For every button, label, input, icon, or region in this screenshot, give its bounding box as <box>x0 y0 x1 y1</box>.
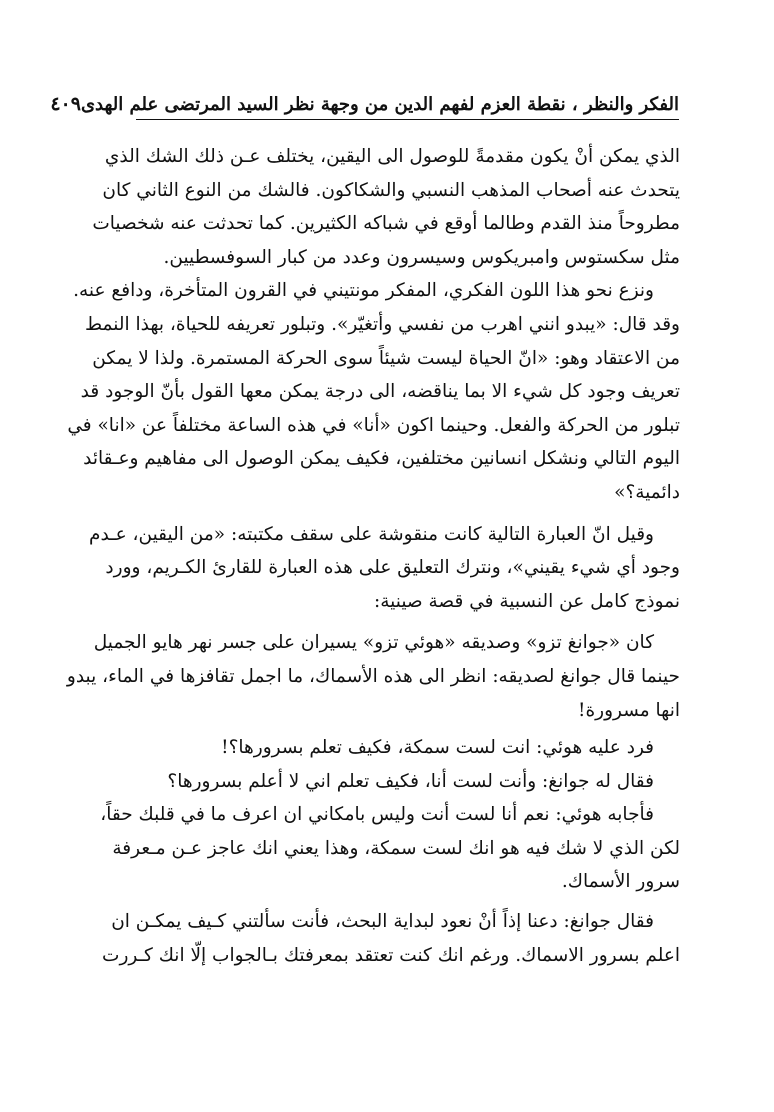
text-line: مطروحاً منذ القدم وطالما أوقع في شباكه الكثيرين. كما تحدثت عنه شخصيات <box>92 213 680 235</box>
text-line: فرد عليه هوئي: انت لست سمكة، فكيف تعلم بسرورها؟! <box>221 737 654 759</box>
text-line: فأجابه هوئي: نعم أنا لست أنت وليس بامكاني ان اعرف ما في قلبك حقاً، <box>100 804 654 826</box>
running-header-title: الفكر والنظر ، نقطة العزم لفهم الدين من وجهة نظر السيد المرتضى علم الهدى <box>80 94 679 115</box>
text-line: ونزع نحو هذا اللون الفكري، المفكر مونتيني في القرون المتأخرة، ودافع عنه. <box>73 280 654 302</box>
text-line: انها مسرورة! <box>578 699 680 721</box>
running-header <box>50 84 679 120</box>
text-line: فقال له جوانغ: وأنت لست أنا، فكيف تعلم اني لا أعلم بسرورها؟ <box>167 770 654 792</box>
page-number: ٤٠٩ <box>50 93 81 115</box>
text-line: الذي يمكن أنْ يكون مقدمةً للوصول الى اليقين، يختلف عـن ذلك الشك الذي <box>104 146 680 167</box>
text-line: وقيل انّ العبارة التالية كانت منقوشة على سقف مكتبته: «من اليقين، عـدم <box>89 523 654 545</box>
text-line: مثل سكستوس وامبريكوس وسيسرون وعدد من كبار السوفسطيين. <box>163 246 680 268</box>
text-line: دائمية؟» <box>614 481 680 503</box>
body-text <box>66 140 680 972</box>
text-line: وجود أي شيء يقيني»، ونترك التعليق على هذه العبارة للقارئ الكـريم، وورد <box>105 557 680 579</box>
text-line: حينما قال جوانغ لصديقه: انظر الى هذه الأسماك، ما اجمل تقافزها في الماء، يبدو <box>66 665 680 687</box>
text-line: تعريف وجود كل شيء الا بما يناقضه، الى درجة يمكن معها القول بأنّ الوجود قد <box>80 381 680 403</box>
text-line: فقال جوانغ: دعنا إذاً أنْ نعود لبداية البحث، فأنت سألتني كـيف يمكـن ان <box>111 911 654 933</box>
text-line: اليوم التالي ونشكل انسانين مختلفين، فكيف يمكن الوصول الى مفاهيم وعـقائد <box>83 448 680 470</box>
text-line: نموذج كامل عن النسبية في قصة صينية: <box>374 590 680 612</box>
text-line: سرور الأسماك. <box>561 871 680 893</box>
text-line: تبلور من الحركة والفعل. وحينما اكون «أنا» في هذه الساعة مختلفاً عن «انا» في <box>67 414 680 436</box>
text-line: كان «جوانغ تزو» وصديقه «هوئي تزو» يسيران على جسر نهر هايو الجميل <box>93 632 654 654</box>
text-line: وقد قال: «يبدو انني اهرب من نفسي وأتغيّر». وتبلور تعريفه للحياة، بهذا النمط <box>85 313 680 335</box>
text-line: لكن الذي لا شك فيه هو انك لست سمكة، وهذا يعني انك عاجز عـن مـعرفة <box>112 837 680 859</box>
text-line: اعلم بسرور الاسماك. ورغم انك كنت تعتقد بمعرفتك بـالجواب إلّا انك كـررت <box>102 944 680 966</box>
text-line: من الاعتقاد وهو: «انّ الحياة ليست شيئاً سوى الحركة المستمرة. ولذا لا يمكن <box>92 347 680 369</box>
text-line: يتحدث عنه أصحاب المذهب النسبي والشكاكون. فالشك من النوع الثاني كان <box>102 179 680 201</box>
